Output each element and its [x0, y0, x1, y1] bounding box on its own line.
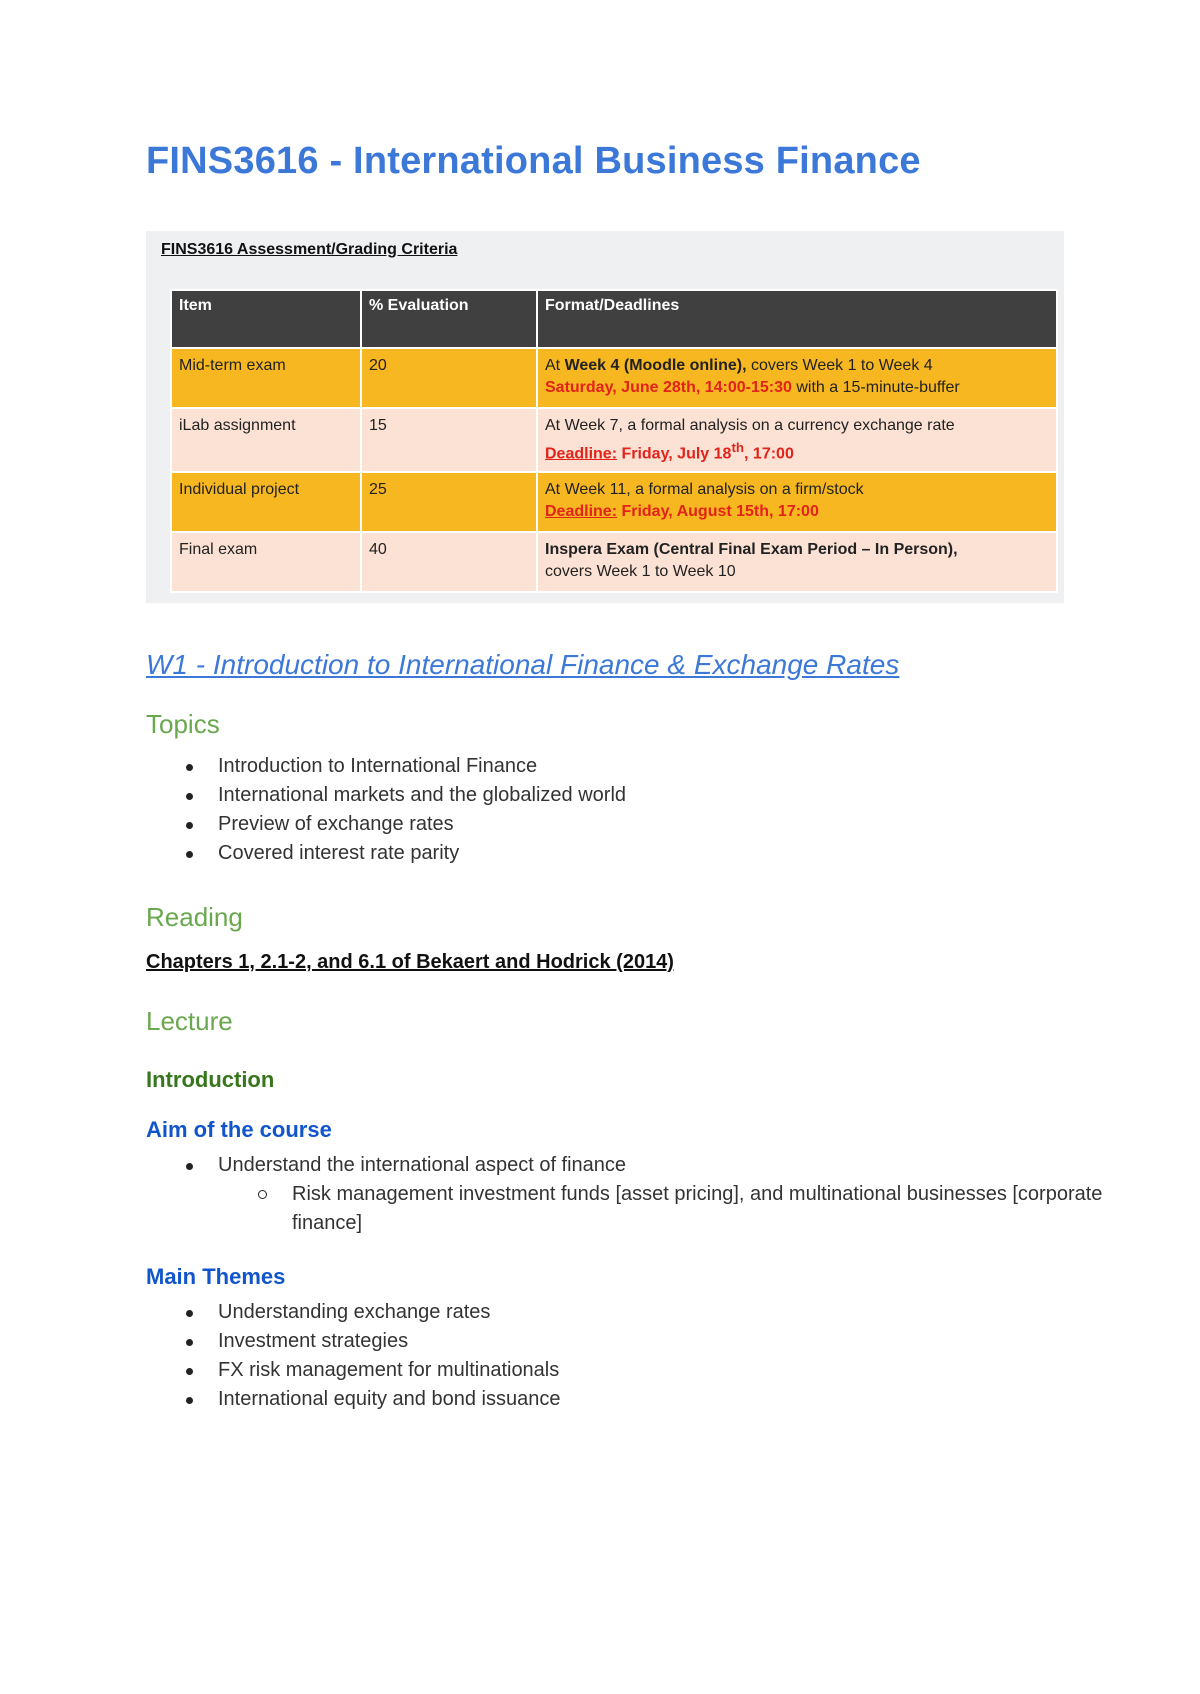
bullet-icon — [186, 851, 193, 858]
bullet-icon — [186, 1310, 193, 1317]
list-item-text: Investment strategies — [218, 1330, 409, 1352]
row-item: Individual project — [171, 472, 361, 532]
bullet-icon — [186, 822, 193, 829]
lecture-heading: Lecture — [146, 1006, 233, 1036]
list-item — [146, 1385, 1066, 1414]
table-header-row — [171, 290, 1057, 348]
table-row — [171, 408, 1057, 472]
format-text: covers Week 1 to Week 4 — [746, 357, 933, 374]
header-format: Format/Deadlines — [537, 290, 1057, 348]
header-evaluation: % Evaluation — [361, 290, 537, 348]
assessment-caption: FINS3616 Assessment/Grading Criteria — [161, 241, 458, 258]
bullet-icon — [186, 1368, 193, 1375]
list-item-text: International equity and bond issuance — [218, 1388, 561, 1410]
row-format — [537, 472, 1057, 532]
topics-list — [146, 752, 1066, 868]
reading-heading: Reading — [146, 902, 243, 932]
themes-list — [146, 1298, 1066, 1414]
deadline-suffix: th — [731, 440, 745, 455]
main-themes-heading: Main Themes — [146, 1264, 286, 1289]
format-text: covers Week 1 to Week 10 — [545, 563, 736, 581]
list-item — [146, 839, 1066, 868]
list-item-text: International markets and the globalized world — [218, 784, 627, 806]
row-format — [537, 532, 1057, 592]
format-text: with a 15-minute-buffer — [791, 379, 960, 396]
row-item: Mid-term exam — [171, 348, 361, 408]
list-item-text: Understand the international aspect of finance — [218, 1154, 627, 1176]
exam-datetime: Saturday, June 28th, 14:00-15:30 — [545, 379, 792, 396]
document-title: FINS3616 - International Business Finance — [146, 140, 921, 182]
aim-sub-list — [146, 1180, 1103, 1238]
assessment-table-image — [146, 231, 1064, 603]
aim-heading: Aim of the course — [146, 1117, 332, 1142]
document-page — [146, 140, 1103, 1414]
row-format — [537, 408, 1057, 472]
row-item: Final exam — [171, 532, 361, 592]
list-item-text: Introduction to International Finance — [218, 755, 538, 777]
list-item-text: Covered interest rate parity — [218, 842, 460, 864]
format-text: At Week 7, a formal analysis on a currency exchange rate — [545, 417, 955, 434]
bullet-icon — [186, 1339, 193, 1346]
row-evaluation: 20 — [361, 348, 537, 408]
deadline-label: Deadline: — [545, 503, 618, 521]
row-evaluation: 25 — [361, 472, 537, 532]
list-item — [146, 1180, 1112, 1238]
row-evaluation: 15 — [361, 408, 537, 472]
list-item-text: Risk management investment funds [asset pricing], and multinational businesses [corporate finance] — [292, 1183, 1103, 1234]
topics-heading: Topics — [146, 709, 220, 739]
row-format — [537, 348, 1057, 408]
list-item-text: Preview of exchange rates — [218, 813, 454, 835]
format-bold-text: Inspera Exam (Central Final Exam Period – In Person), — [545, 541, 958, 559]
deadline-date: Friday, July 18 — [617, 445, 732, 463]
bullet-icon — [186, 1397, 193, 1404]
hollow-bullet-icon — [258, 1190, 267, 1199]
deadline-date: Friday, August 15th, 17:00 — [617, 503, 819, 521]
table-row — [171, 532, 1057, 592]
introduction-heading: Introduction — [146, 1067, 275, 1092]
list-item — [146, 810, 1066, 839]
row-item: iLab assignment — [171, 408, 361, 472]
list-item — [146, 1327, 1066, 1356]
deadline-time: , 17:00 — [744, 445, 794, 463]
header-item: Item — [171, 290, 361, 348]
week1-title[interactable]: W1 - Introduction to International Finance & Exchange Rates — [146, 649, 900, 680]
bullet-icon — [186, 1163, 193, 1170]
list-item-text: FX risk management for multinationals — [218, 1359, 560, 1381]
format-text: At Week 11, a formal analysis on a firm/stock — [545, 481, 864, 499]
list-item-text: Understanding exchange rates — [218, 1301, 491, 1323]
assessment-table — [170, 289, 1058, 593]
bullet-icon — [186, 764, 193, 771]
row-evaluation: 40 — [361, 532, 537, 592]
list-item — [146, 781, 1066, 810]
table-row — [171, 348, 1057, 408]
bullet-icon — [186, 793, 193, 800]
reading-link[interactable]: Chapters 1, 2.1-2, and 6.1 of Bekaert and Hodrick (2014) — [146, 951, 674, 973]
format-text: At — [545, 357, 565, 374]
table-row — [171, 472, 1057, 532]
list-item — [146, 752, 1066, 781]
deadline-label: Deadline: — [545, 445, 618, 463]
format-bold-text: Week 4 (Moodle online), — [564, 357, 747, 374]
list-item — [146, 1356, 1066, 1385]
aim-list — [146, 1151, 1066, 1180]
list-item — [146, 1151, 1066, 1180]
list-item — [146, 1298, 1066, 1327]
